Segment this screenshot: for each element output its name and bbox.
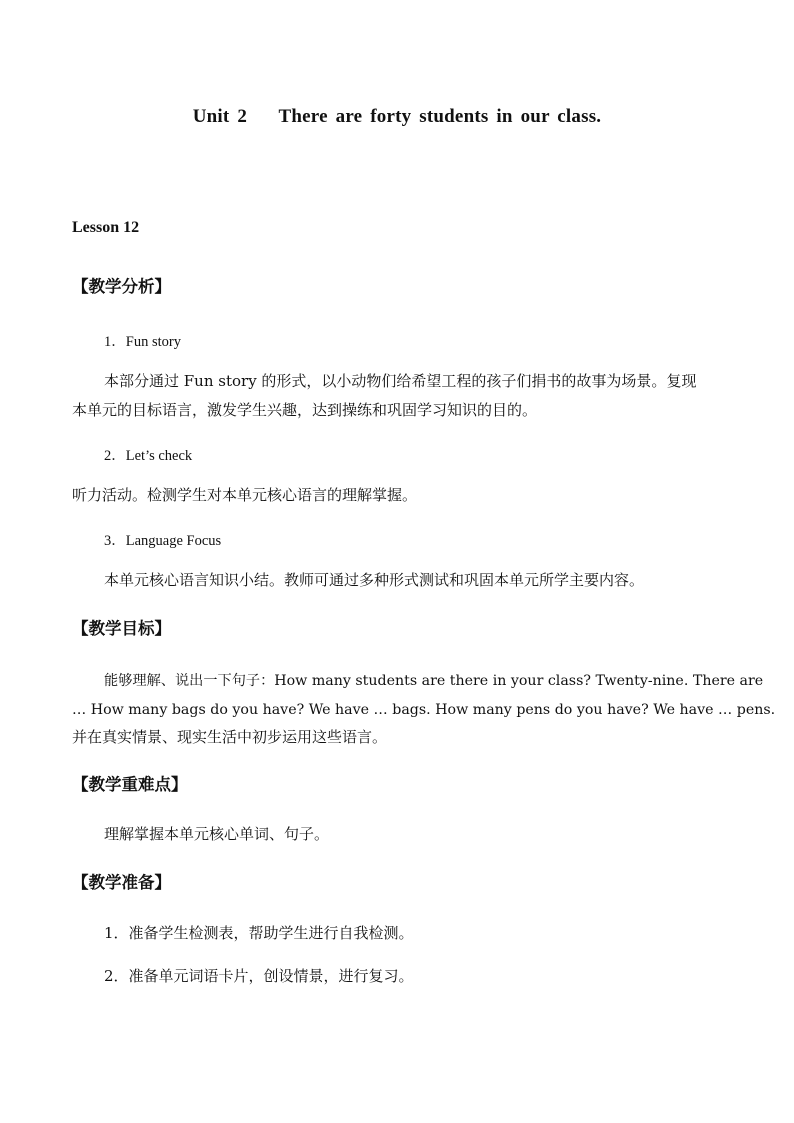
objectives-line-2: … How many bags do you have? We have … bags. How many pens do you have? We have … pens. xyxy=(72,702,776,718)
objectives-line-3: 并在真实情景、现实生活中初步运用这些语言。 xyxy=(72,728,388,746)
analysis-item-3: 3．Language Focus xyxy=(104,533,222,549)
heading-preparation: 【教学准备】 xyxy=(72,873,171,892)
lesson-label: Lesson 12 xyxy=(72,219,140,236)
analysis-item-1: 1．Fun story xyxy=(104,334,181,350)
analysis-item-2: 2．Let’s check xyxy=(104,448,193,464)
heading-key-points: 【教学重难点】 xyxy=(72,775,188,794)
analysis-item-2-text: 听力活动。检测学生对本单元核心语言的理解掌握。 xyxy=(72,486,418,504)
objectives-line-1: 能够理解、说出一下句子：How many students are there in your class? Twenty-nine. There are xyxy=(104,673,764,689)
heading-objectives: 【教学目标】 xyxy=(72,619,171,638)
preparation-item-1: 1．准备学生检测表，帮助学生进行自我检测。 xyxy=(104,924,414,942)
key-points-text: 理解掌握本单元核心单词、句子。 xyxy=(104,825,330,843)
preparation-item-2: 2．准备单元词语卡片，创设情景，进行复习。 xyxy=(104,967,414,985)
document-title: Unit 2 There are forty students in our class. xyxy=(192,106,602,127)
analysis-item-3-text: 本单元核心语言知识小结。教师可通过多种形式测试和巩固本单元所学主要内容。 xyxy=(104,571,645,589)
analysis-item-1-line-1: 本部分通过 Fun story 的形式，以小动物们给希望工程的孩子们捐书的故事为场景。复现 xyxy=(104,372,697,390)
analysis-item-1-line-2: 本单元的目标语言，激发学生兴趣，达到操练和巩固学习知识的目的。 xyxy=(72,401,538,419)
heading-analysis: 【教学分析】 xyxy=(72,277,171,296)
